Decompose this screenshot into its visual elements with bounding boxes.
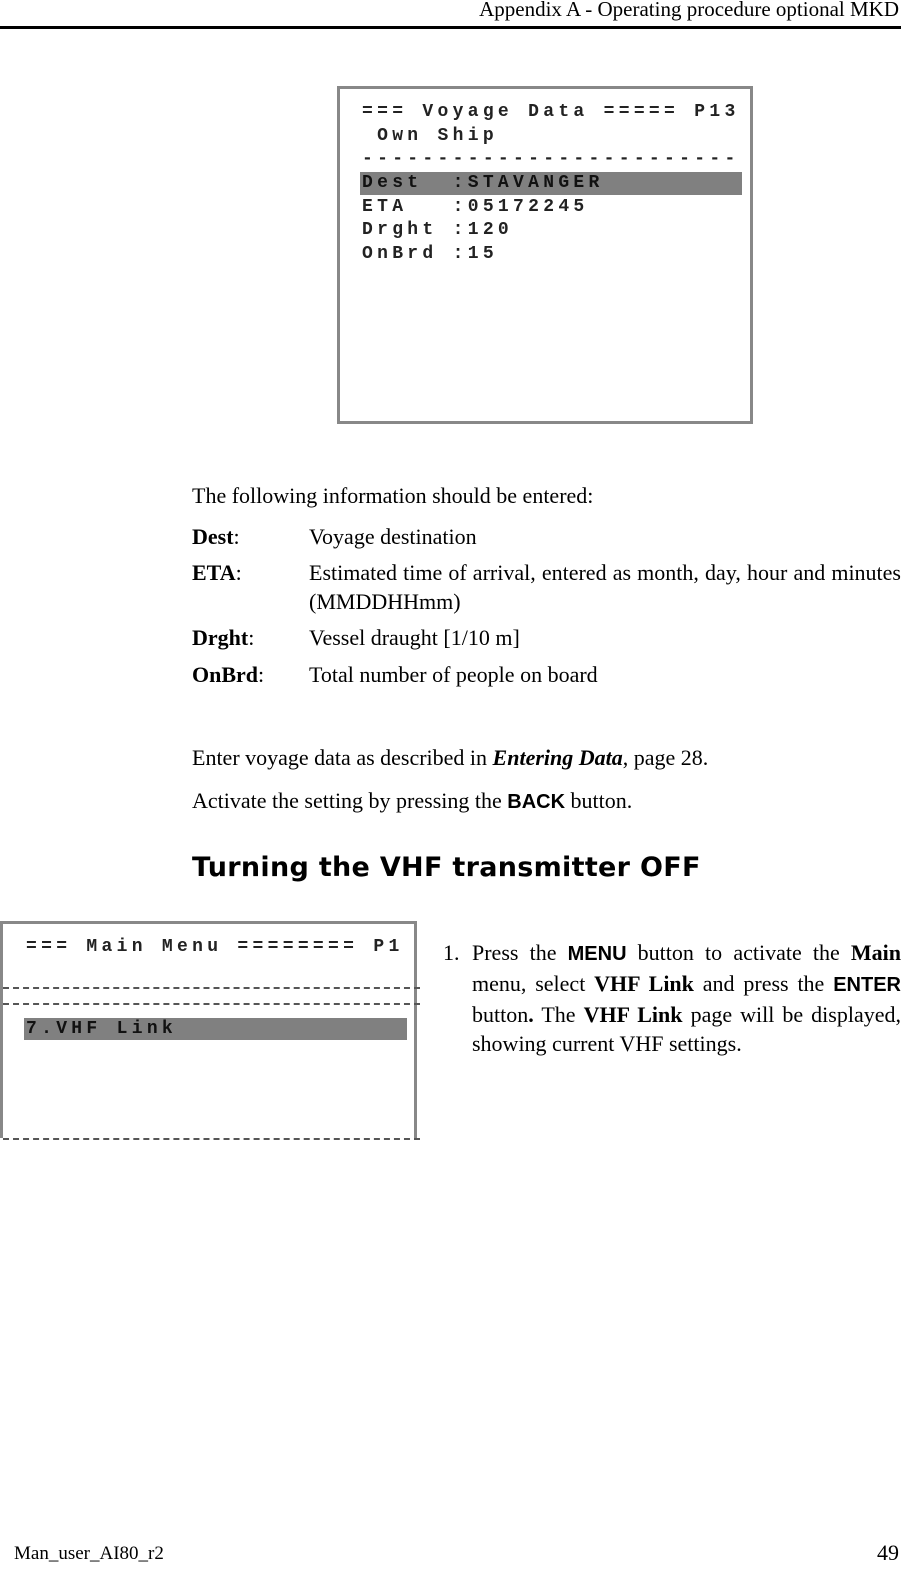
page-number: 49	[877, 1540, 899, 1565]
menu-key-label: MENU	[567, 943, 627, 965]
term-onbrd: OnBrd:	[192, 662, 265, 687]
definition-dest: Voyage destination	[309, 524, 477, 549]
header-title: Appendix A - Operating procedure optional MKD	[479, 0, 899, 21]
activate-paragraph: Activate the setting by pressing the BACK button.	[192, 788, 633, 813]
screen-line-onbrd[interactable]: OnBrd :15	[362, 244, 498, 264]
screen-bottom-break	[3, 1138, 420, 1140]
term-drght: Drght:	[192, 625, 255, 650]
page-header	[0, 0, 901, 29]
term-eta: ETA:	[192, 560, 242, 585]
screen-break-top	[3, 987, 420, 989]
definition-onbrd: Total number of people on board	[309, 662, 598, 687]
screen-line-eta[interactable]: ETA :05172245	[362, 197, 589, 217]
intro-text: The following information should be entered:	[192, 483, 594, 508]
screen-separator-line: -------------------------	[362, 149, 740, 169]
footer-doc-id: Man_user_AI80_r2	[14, 1543, 164, 1564]
main-menu-screen	[0, 921, 417, 1138]
definition-eta: Estimated time of arrival, entered as month, day, hour and minutes (MMDDHHmm)	[309, 560, 901, 614]
term-dest: Dest:	[192, 524, 240, 549]
screen-line-drght[interactable]: Drght :120	[362, 220, 514, 240]
screen-title-line: === Voyage Data ===== P13	[362, 102, 740, 122]
screen-line-dest-selected[interactable]: Dest :STAVANGER	[360, 172, 742, 195]
definition-drght: Vessel draught [1/10 m]	[309, 625, 520, 650]
screen-break-bottom	[3, 1003, 420, 1005]
enter-key-label: ENTER	[833, 974, 901, 996]
screen-subtitle-line: Own Ship	[362, 126, 498, 146]
back-key-label: BACK	[507, 791, 566, 813]
menu-item-vhf-link-selected[interactable]: 7.VHF Link	[24, 1018, 407, 1040]
step-text: Press the MENU button to activate the Main menu, select VHF Link and press the ENTER button. The VHF Link page will be displayed, showing current VHF settings.	[472, 940, 902, 1056]
entering-data-reference: Entering Data	[492, 745, 623, 770]
section-heading: Turning the VHF transmitter OFF	[192, 852, 701, 883]
enter-data-paragraph: Enter voyage data as described in Entering Data, page 28.	[192, 745, 709, 770]
voyage-data-screen	[337, 86, 753, 424]
step-number: 1.	[443, 940, 460, 965]
menu-title-line: === Main Menu ======== P1	[26, 937, 404, 957]
